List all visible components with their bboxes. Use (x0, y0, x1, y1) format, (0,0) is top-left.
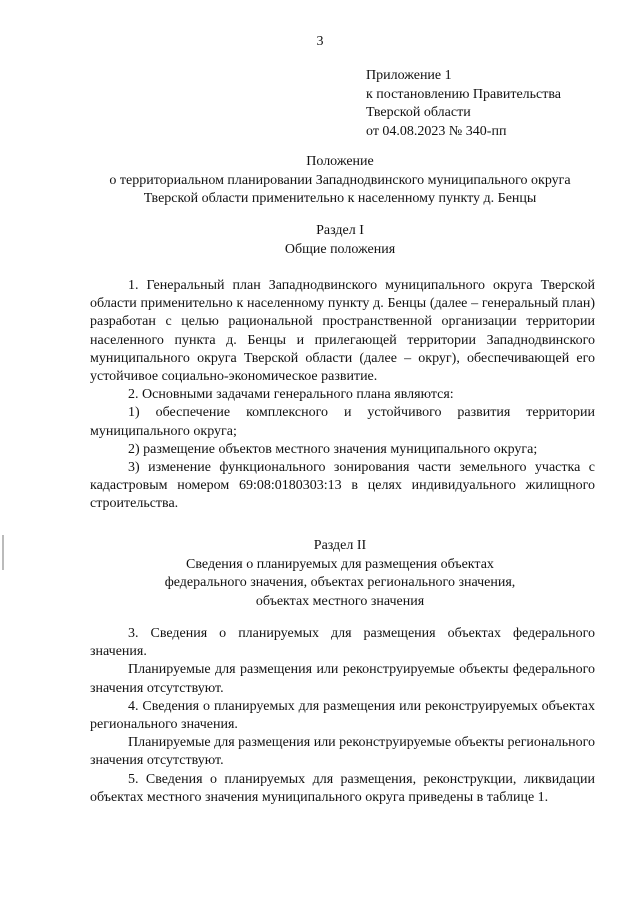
paragraph: Планируемые для размещения или реконструируемые объекты федерального значения отсутствуют. (90, 662, 595, 696)
section-subheading: Общие положения (284, 241, 396, 257)
paragraph: 5. Сведения о планируемых для размещения, реконструкции, ликвидации объектах местного значения муниципального округа приведены в таблице 1. (90, 771, 595, 805)
section2-header (60, 537, 620, 611)
section-subheading-line: Сведения о планируемых для размещения объектах (186, 556, 494, 572)
title-line: Тверской области применительно к населенному пункту д. Бенцы (143, 191, 537, 206)
scan-edge-mark (2, 535, 4, 570)
section-heading: Раздел II (313, 538, 367, 553)
paragraph: Планируемые для размещения или реконструируемые объекты регионального значения отсутствуют. (90, 735, 596, 769)
paragraph: 2) размещение объектов местного значения муниципального округа; (128, 441, 538, 457)
paragraph: 1) обеспечение комплексного и устойчивого развития территории муниципального округа; (90, 405, 595, 439)
section-subheading-line: федерального значения, объектах регионального значения, (164, 575, 516, 590)
paragraph: 3) изменение функционального зонирования части земельного участка с кадастровым номером 69:08:0180303:13 в целях индивидуального жилищного строительства. (90, 460, 595, 512)
title-line: о территориальном планировании Западнодвинского муниципального округа (109, 172, 571, 188)
document-title (60, 153, 620, 209)
section1-header (60, 222, 620, 259)
appendix-block (366, 67, 561, 141)
paragraph: 3. Сведения о планируемых для размещения объектах федерального значения. (90, 626, 595, 660)
section2-body (90, 625, 595, 807)
appendix-line: к постановлению Правительства (366, 86, 562, 102)
section-heading: Раздел I (316, 223, 364, 238)
title-line: Положение (306, 154, 374, 169)
appendix-line: от 04.08.2023 № 340-пп (366, 123, 507, 139)
section1-body (90, 277, 595, 514)
appendix-line: Приложение 1 (366, 68, 452, 83)
paragraph: 1. Генеральный план Западнодвинского муниципального округа Тверской области применительно к населенному пункту д. Бенцы (далее – генеральный план) разработан с целью рациональной пространственной организации территории населенного пункта д. Бенцы и прилегающей территории Западнодвинского муниципального округа Тверской области (далее – округ), обеспечивающей его устойчивое социально-экономическое развитие. (90, 278, 595, 385)
appendix-line: Тверской области (366, 105, 471, 120)
section-subheading-line: объектах местного значения (255, 593, 425, 609)
paragraph: 4. Сведения о планируемых для размещения или реконструируемых объектах регионального значения. (90, 698, 595, 733)
paragraph: 2. Основными задачами генерального плана являются: (128, 387, 454, 403)
page-number: 3 (316, 34, 324, 49)
